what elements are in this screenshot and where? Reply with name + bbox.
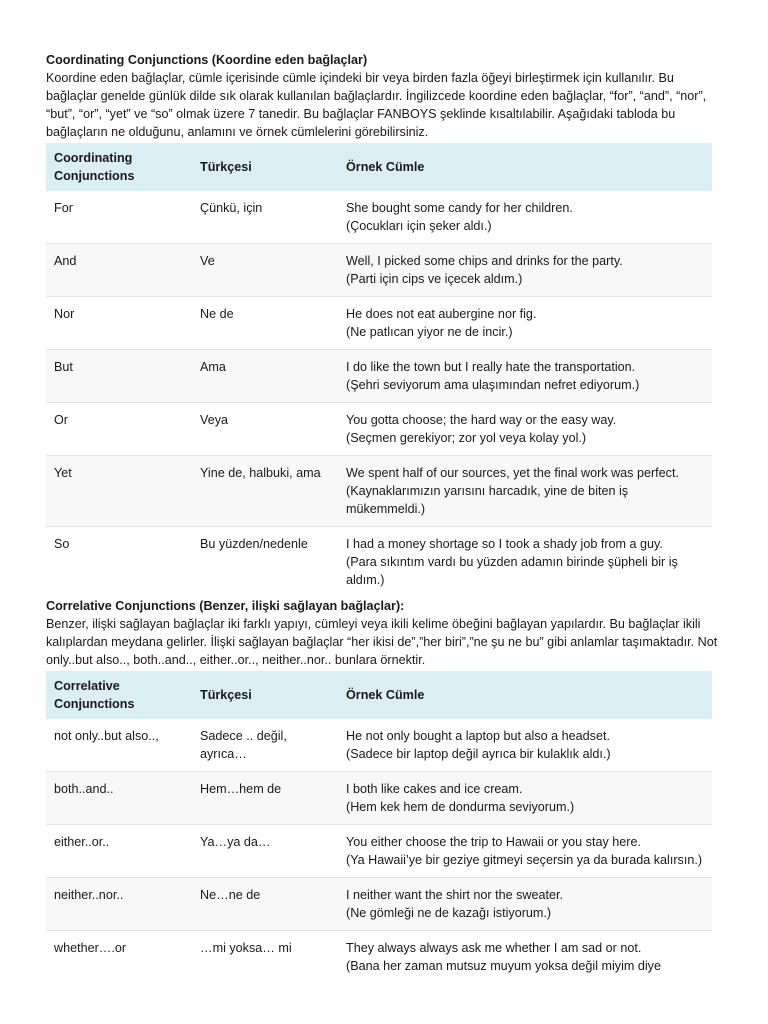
correlative-heading: Correlative Conjunctions (Benzer, ilişki sağlayan bağlaçlar): bbox=[46, 599, 405, 613]
example-translation: (Bana her zaman mutsuz muyum yoksa değil miyim diye bbox=[346, 959, 661, 973]
correlative-intro: Benzer, ilişki sağlayan bağlaçlar iki farklı yapıyı, cümleyi veya ikili kelime öbeğini bağlayan yapılardır. Bu bağlaçlar ikili kalıplardan meydana gelirler. İlişki sağlayan bağlaçlar “her ikisi de”,”her biri”,”ne şu ne bu” gibi anlamlar taşımaktadır. Not only..but also.., both..and.., either..or.., neither..nor.. bunlara örnektir. bbox=[46, 617, 718, 667]
table-row bbox=[46, 719, 712, 772]
turkish-cell: Ya…ya da… bbox=[192, 825, 338, 878]
conjunction-cell: But bbox=[46, 350, 192, 403]
conjunction-cell: Nor bbox=[46, 297, 192, 350]
turkish-cell: Ve bbox=[192, 244, 338, 297]
example-cell bbox=[338, 244, 712, 297]
conjunction-cell: not only..but also.., bbox=[46, 719, 192, 772]
table-header-row bbox=[46, 143, 712, 191]
column-header-turkish: Türkçesi bbox=[192, 671, 338, 719]
example-translation: (Para sıkıntım vardı bu yüzden adamın birinde şüpheli bir iş aldım.) bbox=[346, 555, 678, 587]
example-sentence: He does not eat aubergine nor fig. bbox=[346, 307, 537, 321]
example-sentence: I do like the town but I really hate the transportation. bbox=[346, 360, 636, 374]
example-sentence: She bought some candy for her children. bbox=[346, 201, 573, 215]
example-translation: (Çocukları için şeker aldı.) bbox=[346, 219, 492, 233]
correlative-table bbox=[46, 671, 712, 983]
example-translation: (Şehri seviyorum ama ulaşımından nefret ediyorum.) bbox=[346, 378, 640, 392]
turkish-cell: …mi yoksa… mi bbox=[200, 941, 292, 955]
table-row bbox=[46, 403, 712, 456]
example-sentence: You either choose the trip to Hawaii or you stay here. bbox=[346, 835, 641, 849]
conjunction-cell: Yet bbox=[46, 456, 192, 527]
column-header-example: Örnek Cümle bbox=[338, 143, 712, 191]
conjunction-cell: For bbox=[46, 191, 192, 244]
turkish-cell: Hem…hem de bbox=[192, 772, 338, 825]
example-cell bbox=[338, 403, 712, 456]
table-row bbox=[46, 772, 712, 825]
example-translation: (Parti için cips ve içecek aldım.) bbox=[346, 272, 523, 286]
column-header-turkish: Türkçesi bbox=[192, 143, 338, 191]
turkish-cell: Çünkü, için bbox=[192, 191, 338, 244]
table-row bbox=[46, 244, 712, 297]
column-header-conjunction: Coordinating Conjunctions bbox=[46, 143, 192, 191]
turkish-cell: Ne…ne de bbox=[192, 878, 338, 931]
example-sentence: He not only bought a laptop but also a headset. bbox=[346, 729, 610, 743]
example-sentence: We spent half of our sources, yet the final work was perfect. bbox=[346, 466, 679, 480]
conjunction-cell: both..and.. bbox=[46, 772, 192, 825]
example-sentence: I neither want the shirt nor the sweater. bbox=[346, 888, 564, 902]
table-row bbox=[46, 931, 712, 984]
turkish-cell: Ama bbox=[192, 350, 338, 403]
example-translation: (Sadece bir laptop değil ayrıca bir kulaklık aldı.) bbox=[346, 747, 611, 761]
table-header-row bbox=[46, 671, 712, 719]
coordinating-section bbox=[46, 51, 718, 597]
example-translation: (Kaynaklarımızın yarısını harcadık, yine de biten iş mükemmeldi.) bbox=[346, 484, 629, 516]
table-row bbox=[46, 825, 712, 878]
conjunction-cell: neither..nor.. bbox=[46, 878, 192, 931]
example-sentence: I both like cakes and ice cream. bbox=[346, 782, 523, 796]
turkish-cell: Yine de, halbuki, ama bbox=[192, 456, 338, 527]
correlative-section bbox=[46, 597, 718, 983]
turkish-cell: Bu yüzden/nedenle bbox=[200, 537, 308, 551]
table-row bbox=[46, 878, 712, 931]
coordinating-intro: Koordine eden bağlaçlar, cümle içerisinde cümle içindeki bir veya birden fazla öğeyi birleştirmek için kullanılır. Bu bağlaçlar genelde günlük dilde sık olarak kullanılan bağlaçlardır. İngilizcede koordine eden bağlaçlar, “for”, “and”, “nor”, “but”, “or”, “yet” ve “so” olmak üzere 7 tanedir. Bu bağlaçlar FANBOYS şeklinde kısaltılabilir. Aşağıdaki tabloda bu bağlaçların ne olduğunu, anlamını ve örnek cümlelerini görebilirsiniz. bbox=[46, 71, 707, 139]
table-row bbox=[46, 527, 712, 598]
example-cell bbox=[338, 878, 712, 931]
turkish-cell: Veya bbox=[192, 403, 338, 456]
conjunction-cell: Or bbox=[46, 403, 192, 456]
table-row bbox=[46, 456, 712, 527]
example-sentence: You gotta choose; the hard way or the easy way. bbox=[346, 413, 617, 427]
example-cell bbox=[338, 772, 712, 825]
example-cell bbox=[338, 527, 712, 598]
table-row bbox=[46, 297, 712, 350]
example-cell bbox=[338, 297, 712, 350]
turkish-cell: Ne de bbox=[192, 297, 338, 350]
example-translation: (Seçmen gerekiyor; zor yol veya kolay yol.) bbox=[346, 431, 587, 445]
example-translation: (Ne gömleği ne de kazağı istiyorum.) bbox=[346, 906, 552, 920]
example-cell bbox=[338, 456, 712, 527]
conjunction-cell: And bbox=[46, 244, 192, 297]
example-sentence: Well, I picked some chips and drinks for the party. bbox=[346, 254, 623, 268]
column-header-conjunction: Correlative Conjunctions bbox=[46, 671, 192, 719]
coordinating-heading: Coordinating Conjunctions (Koordine eden bağlaçlar) bbox=[46, 53, 368, 67]
example-cell bbox=[338, 825, 712, 878]
table-row bbox=[46, 191, 712, 244]
example-translation: (Ya Hawaii’ye bir geziye gitmeyi seçersin ya da burada kalırsın.) bbox=[346, 853, 703, 867]
example-sentence: I had a money shortage so I took a shady job from a guy. bbox=[346, 537, 663, 551]
column-header-example: Örnek Cümle bbox=[338, 671, 712, 719]
example-cell bbox=[338, 350, 712, 403]
example-cell bbox=[338, 931, 712, 984]
turkish-cell: Sadece .. değil, ayrıca… bbox=[192, 719, 338, 772]
example-cell bbox=[338, 191, 712, 244]
example-cell bbox=[338, 719, 712, 772]
table-row bbox=[46, 350, 712, 403]
conjunction-cell: whether….or bbox=[54, 941, 127, 955]
coordinating-table bbox=[46, 143, 712, 597]
example-sentence: They always always ask me whether I am sad or not. bbox=[346, 941, 642, 955]
example-translation: (Hem kek hem de dondurma seviyorum.) bbox=[346, 800, 575, 814]
conjunction-cell: either..or.. bbox=[46, 825, 192, 878]
example-translation: (Ne patlıcan yiyor ne de incir.) bbox=[346, 325, 513, 339]
conjunction-cell: So bbox=[54, 537, 70, 551]
